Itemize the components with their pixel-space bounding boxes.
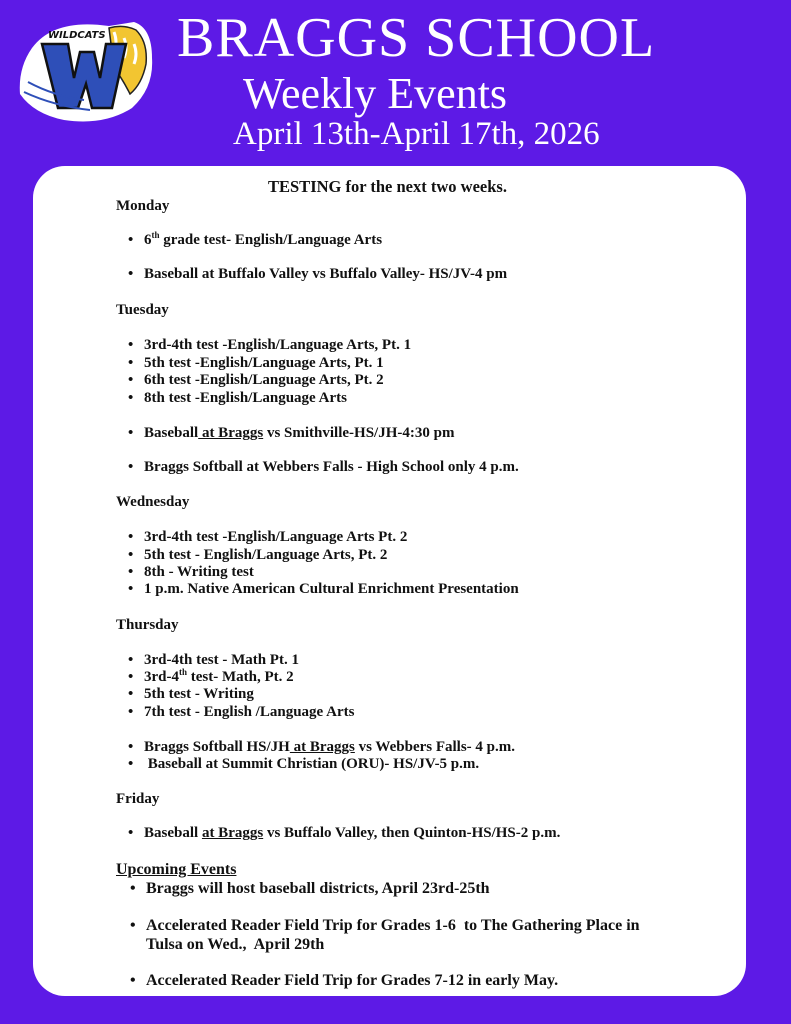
list-item: • 3rd-4th test - Math Pt. 1 <box>128 652 299 668</box>
list-item: • 3rd-4th test- Math, Pt. 2 <box>128 667 294 685</box>
list-item: • 5th test - English/Language Arts, Pt. 2 <box>128 547 388 563</box>
bullet-icon: • <box>128 756 134 772</box>
bullet-icon: • <box>128 686 134 702</box>
wildcats-w-claw-icon <box>14 8 156 130</box>
bullet-icon: • <box>128 337 134 353</box>
bullet-icon: • <box>128 266 134 282</box>
testing-notice: TESTING for the next two weeks. <box>268 177 507 196</box>
bullet-icon: • <box>128 669 134 685</box>
list-item: • Braggs Softball at Webbers Falls - High School only 4 p.m. <box>128 459 519 475</box>
list-item: • Baseball at Buffalo Valley vs Buffalo Valley- HS/JV-4 pm <box>128 266 508 282</box>
wildcats-logo <box>14 8 156 130</box>
list-item: • 3rd-4th test -English/Language Arts Pt. 2 <box>128 529 408 545</box>
upcoming-events-heading: Upcoming Events <box>116 861 237 878</box>
list-item: • Braggs will host baseball districts, April 23rd-25th <box>130 880 490 897</box>
page-subtitle: Weekly Events <box>243 69 508 118</box>
bullet-icon: • <box>130 880 136 897</box>
bullet-icon: • <box>128 704 134 720</box>
list-item: • Baseball at Summit Christian (ORU)- HS/JV-5 p.m. <box>128 756 480 772</box>
list-item: • 8th test -English/Language Arts <box>128 390 347 406</box>
list-item: • Accelerated Reader Field Trip for Grades 7-12 in early May. <box>130 972 559 989</box>
svg-text:WILDCATS: WILDCATS <box>48 30 106 41</box>
list-item: • Braggs Softball HS/JH at Braggs vs Webbers Falls- 4 p.m. <box>128 739 516 755</box>
bullet-icon: • <box>128 652 134 668</box>
bullet-icon: • <box>128 739 134 755</box>
bullet-icon: • <box>128 459 134 475</box>
list-item: • Accelerated Reader Field Trip for Grades 1-6 to The Gathering Place in Tulsa on Wed., April 29th <box>130 917 640 953</box>
bullet-icon: • <box>128 581 134 597</box>
list-item: • 8th - Writing test <box>128 564 254 580</box>
bullet-icon: • <box>128 355 134 371</box>
bullet-icon: • <box>128 529 134 545</box>
bullet-icon: • <box>130 917 136 934</box>
bullet-icon: • <box>128 425 134 441</box>
list-item: • 5th test -English/Language Arts, Pt. 1 <box>128 355 384 371</box>
day-heading-monday: Monday <box>116 198 170 214</box>
day-heading-wednesday: Wednesday <box>116 494 190 510</box>
bullet-icon: • <box>128 232 134 248</box>
day-heading-thursday: Thursday <box>116 617 179 633</box>
list-item: • 3rd-4th test -English/Language Arts, Pt. 1 <box>128 337 412 353</box>
list-item: • Baseball at Braggs vs Smithville-HS/JH-4:30 pm <box>128 425 455 441</box>
list-item: • 6th test -English/Language Arts, Pt. 2 <box>128 372 384 388</box>
list-item: • 1 p.m. Native American Cultural Enrichment Presentation <box>128 581 519 597</box>
date-range: April 13th-April 17th, 2026 <box>233 116 600 152</box>
bullet-icon: • <box>128 372 134 388</box>
bullet-icon: • <box>128 547 134 563</box>
list-item: • 5th test - Writing <box>128 686 254 702</box>
bullet-icon: • <box>128 390 134 406</box>
list-item: • 6th grade test- English/Language Arts <box>128 230 383 248</box>
school-name: BRAGGS SCHOOL <box>177 7 656 69</box>
day-heading-tuesday: Tuesday <box>116 302 169 318</box>
bullet-icon: • <box>128 564 134 580</box>
list-item: • 7th test - English /Language Arts <box>128 704 355 720</box>
bullet-icon: • <box>128 825 134 841</box>
day-heading-friday: Friday <box>116 791 160 807</box>
bullet-icon: • <box>130 972 136 989</box>
list-item: • Baseball at Braggs vs Buffalo Valley, then Quinton-HS/HS-2 p.m. <box>128 825 561 841</box>
